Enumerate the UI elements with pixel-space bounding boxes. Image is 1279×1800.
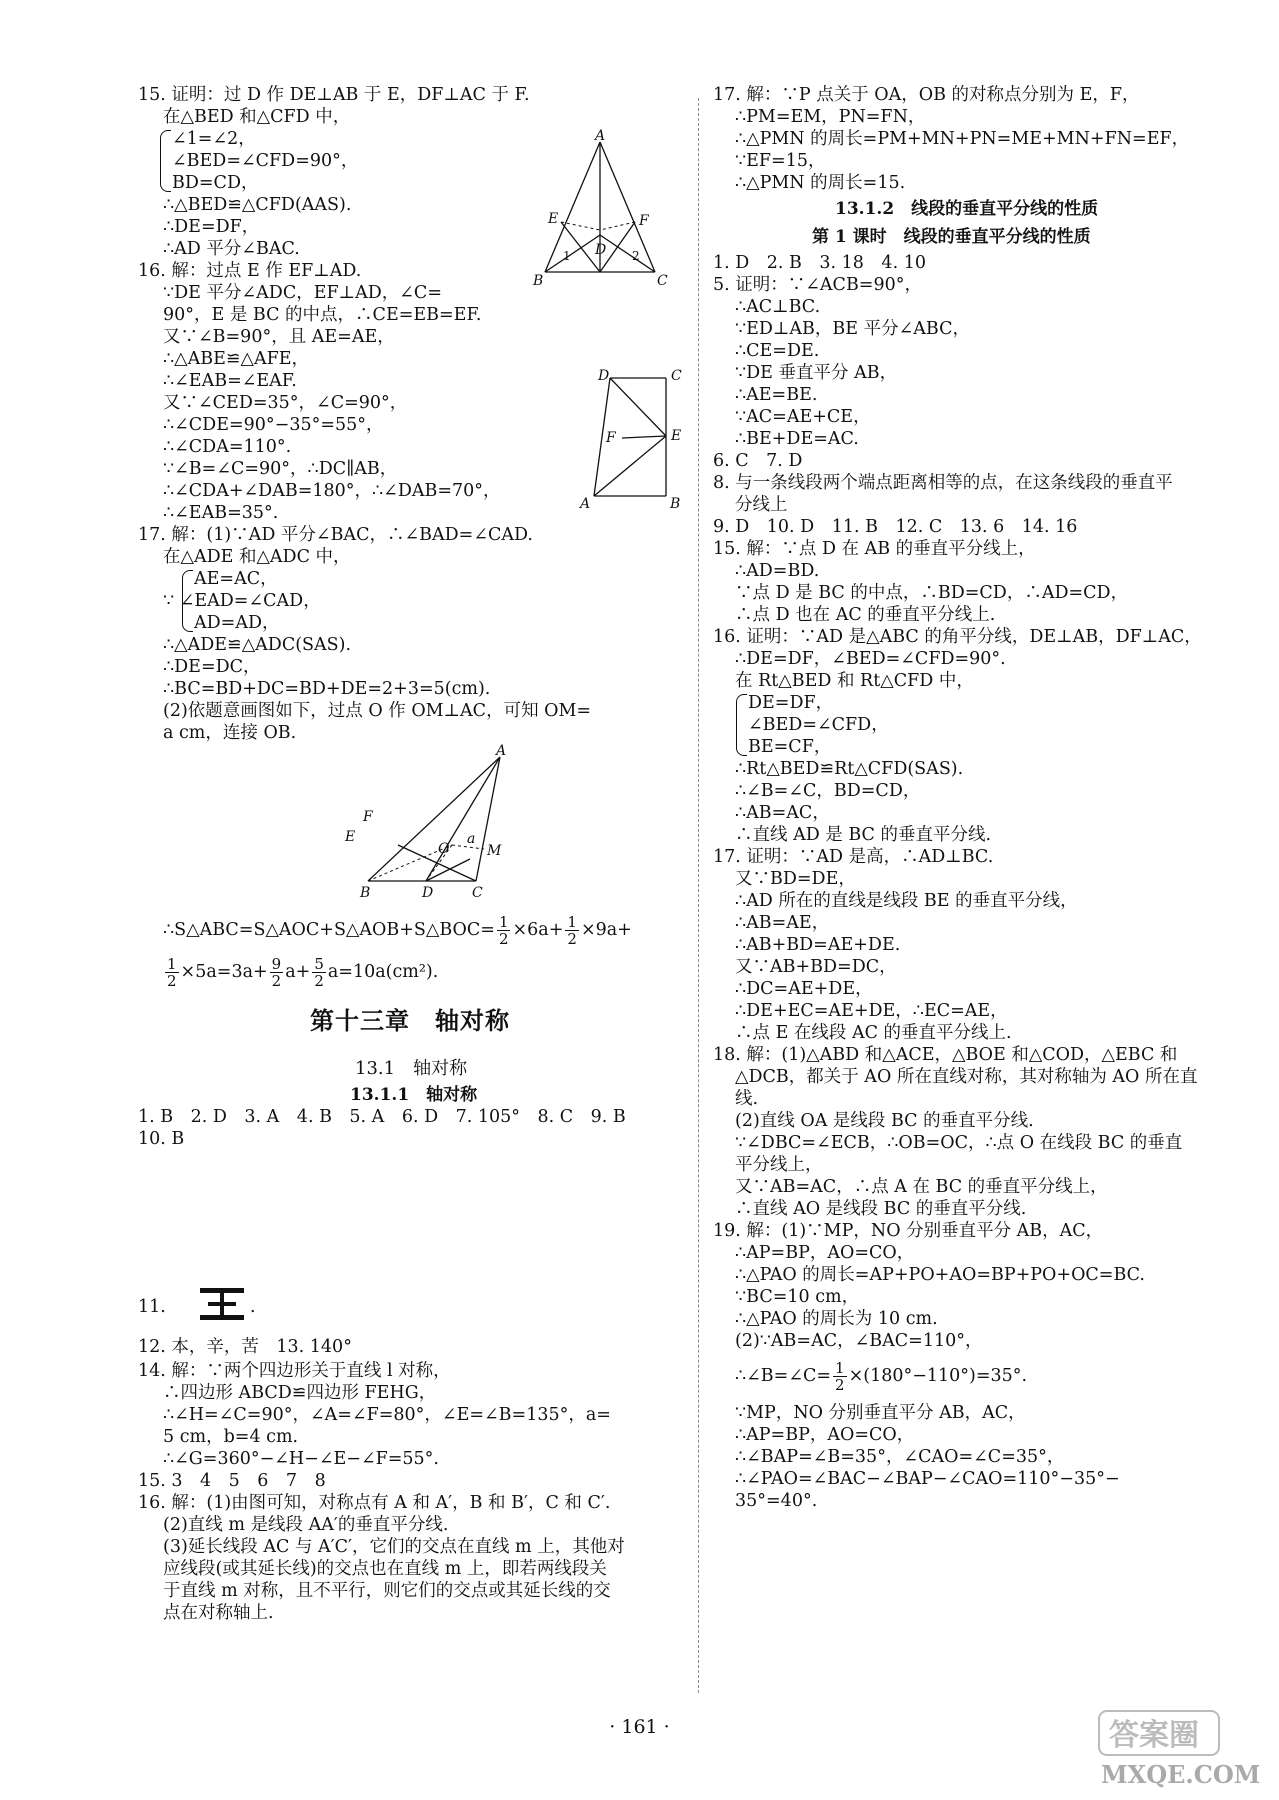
text-line: 又∵∠CED=35°，∠C=90°， [163, 393, 408, 413]
text-line: 应线段(或其延长线)的交点也在直线 m 上，即若两线段关 [163, 1559, 607, 1579]
fig1-label-f: F [639, 213, 649, 229]
text-line: 在 Rt△BED 和 Rt△CFD 中， [735, 671, 974, 691]
fig3-label-d: D [422, 885, 434, 901]
brace [736, 694, 747, 756]
brace [160, 130, 171, 192]
text-line: AE=AC， [194, 569, 278, 589]
page-number: · 161 · [609, 1716, 670, 1738]
watermark-logo [1095, 1705, 1275, 1795]
text-line: 5. 证明：∵∠ACB=90°， [713, 275, 922, 295]
text-line: ∵DE 垂直平分 AB， [735, 363, 898, 383]
text-line: ∴AD=BD. [735, 561, 820, 581]
fig3-label-o: O [438, 841, 450, 857]
area-formula-line-1: ∴S△ABC=S△AOC+S△AOB+S△BOC= $\frac{1}{2}$ ×6a+ $\frac{1}{2}$ ×9a+ [163, 913, 632, 948]
text-line: 8. 与一条线段两个端点距离相等的点，在这条线段的垂直平 [713, 473, 1173, 493]
fig3-label-c: C [472, 885, 483, 901]
text-line: a cm，连接 OB. [163, 723, 297, 743]
section-title: 13.1.2 线段的垂直平分线的性质 [835, 199, 1099, 219]
watermark-bottom-text: MXQE.COM [1101, 1760, 1261, 1789]
text-line: 5 cm，b=4 cm. [163, 1427, 299, 1447]
text-line: 17. 证明：∵AD 是高，∴AD⊥BC. [713, 847, 994, 867]
fig3-label-a: A [496, 743, 507, 759]
text-line: AD=AD， [194, 613, 280, 633]
fig3-label-a-small: a [467, 831, 476, 847]
watermark-top-text: 答案圈 [1109, 1718, 1199, 1753]
fig2-label-c: C [671, 368, 682, 384]
text-line: ∴△PAO 的周长为 10 cm. [735, 1309, 938, 1329]
text-line: ∴BC=BD+DC=BD+DE=2+3=5(cm). [163, 679, 491, 699]
text-line: 在△BED 和△CFD 中， [163, 107, 351, 127]
fig3-label-m: M [487, 843, 502, 859]
text-line: 在△ADE 和△ADC 中， [163, 547, 351, 567]
text-line: 点在对称轴上. [163, 1603, 274, 1623]
text-line: 线. [735, 1089, 759, 1109]
answer-11-label: 11. [138, 1297, 166, 1317]
text-line: ∵BC=10 cm， [735, 1287, 860, 1307]
text-line: 15. 解：∵点 D 在 AB 的垂直平分线上， [713, 539, 1036, 559]
text-line: ∵点 D 是 BC 的中点，∴BD=CD，∴AD=CD， [735, 583, 1129, 603]
subsection-title: 13.1.1 轴对称 [350, 1085, 478, 1105]
text-line: ∴直线 AD 是 BC 的垂直平分线. [735, 825, 992, 845]
text-line: ∴△BED≌△CFD(AAS). [163, 195, 352, 215]
text-line: ∴∠H=∠C=90°，∠A=∠F=80°，∠E=∠B=135°，a= [163, 1405, 611, 1425]
text-line: ∴CE=DE. [735, 341, 820, 361]
text-line: 18. 解：(1)△ABD 和△ACE，△BOE 和△COD，△EBC 和 [713, 1045, 1178, 1065]
text-line: ∴∠CDA+∠DAB=180°，∴∠DAB=70°， [163, 481, 501, 501]
text-line: △DCB，都关于 AO 所在直线对称，其对称轴为 AO 所在直 [735, 1067, 1198, 1087]
text-line: ∴BE+DE=AC. [735, 429, 859, 449]
text-line: ∴DC=AE+DE， [735, 979, 873, 999]
fig3-label-e: E [345, 829, 356, 845]
answers-line: 1. B 2. D 3. A 4. B 5. A 6. D 7. 105° 8. C 9. B [138, 1107, 626, 1127]
text-line: ∴∠PAO=∠BAC−∠BAP−∠CAO=110°−35°− [735, 1469, 1120, 1489]
text-line: ∴∠BAP=∠B=35°，∠CAO=∠C=35°， [735, 1447, 1065, 1467]
text-line: ∴△PAO 的周长=AP+PO+AO=BP+PO+OC=BC. [735, 1265, 1145, 1285]
fig2-label-e: E [671, 428, 682, 444]
fig2-label-b: B [670, 496, 681, 512]
text-line: ∴∠CDE=90°−35°=55°， [163, 415, 384, 435]
text-line: 分线上 [735, 495, 788, 515]
text-line: ∴PM=EM，PN=FN， [735, 107, 926, 127]
text-line: BE=CF， [748, 737, 832, 757]
fig1-label-e: E [548, 211, 559, 227]
text-line: ∴∠CDA=110°. [163, 437, 292, 457]
section-title: 13.1 轴对称 [355, 1058, 468, 1079]
text-line: ∴AC⊥BC. [735, 297, 821, 317]
text-line: ∵AC=AE+CE， [735, 407, 871, 427]
text-line: ∴AB+BD=AE+DE. [735, 935, 901, 955]
text-line: 又∵AB=AC，∴点 A 在 BC 的垂直平分线上， [735, 1177, 1108, 1197]
text-line: (2)∵AB=AC，∠BAC=110°， [735, 1331, 983, 1351]
text-line: 平分线上， [735, 1155, 823, 1175]
text-line: ∴△PMN 的周长=15. [735, 173, 906, 193]
text-line: 9. D 10. D 11. B 12. C 13. 6 14. 16 [713, 517, 1078, 537]
text-line: ∴∠EAB=∠EAF. [163, 371, 297, 391]
text-line: (2)直线 OA 是线段 BC 的垂直平分线. [735, 1111, 1034, 1131]
text-line: 17. 解：∵P 点关于 OA，OB 的对称点分别为 E，F， [713, 85, 1140, 105]
text-line: ∴△ABE≌△AFE， [163, 349, 310, 369]
text-line: ∴DE=DF，∠BED=∠CFD=90°. [735, 649, 1006, 669]
text-line: ∵EF=15， [735, 151, 826, 171]
text-line: ∵∠DBC=∠ECB，∴OB=OC，∴点 O 在线段 BC 的垂直 [735, 1133, 1183, 1153]
fig3-label-f: F [363, 809, 373, 825]
text-line: ∴AP=BP，AO=CO， [735, 1425, 915, 1445]
text-line: ∴直线 AO 是线段 BC 的垂直平分线. [735, 1199, 1027, 1219]
text-line: 14. 解：∵两个四边形关于直线 l 对称， [138, 1361, 451, 1381]
fig2-label-a: A [580, 496, 591, 512]
text-line: ∴AD 所在的直线是线段 BE 的垂直平分线， [735, 891, 1078, 911]
text-line: ∵DE 平分∠ADC，EF⊥AD，∠C= [163, 283, 442, 303]
fig2-label-d: D [598, 368, 610, 384]
answers-line: 12. 本，辛，苦 13. 140° [138, 1337, 352, 1357]
text-line: ∴AB=AE， [735, 913, 830, 933]
text-line: ∴AP=BP，AO=CO， [735, 1243, 915, 1263]
text-line: 90°，E 是 BC 的中点，∴CE=EB=EF. [163, 305, 482, 325]
text-line: 16. 证明：∵AD 是△ABC 的角平分线，DE⊥AB，DF⊥AC， [713, 627, 1202, 647]
text-line: ∴点 D 也在 AC 的垂直平分线上. [735, 605, 996, 625]
text-line: 15. 3 4 5 6 7 8 [138, 1471, 326, 1491]
text-line: 6. C 7. D [713, 451, 803, 471]
chapter-title: 第十三章 轴对称 [310, 1006, 510, 1035]
figure-triangle-bed-cfd [525, 130, 675, 290]
text-line: ∠BED=∠CFD=90°， [172, 151, 359, 171]
text-line: DE=DF， [748, 693, 834, 713]
text-line: ∴四边形 ABCD≌四边形 FEHG， [163, 1383, 437, 1403]
text-line: ∴DE=DF， [163, 217, 260, 237]
text-line: 于直线 m 对称，且不平行，则它们的交点或其延长线的交 [163, 1581, 611, 1601]
text-line: ∠BED=∠CFD， [748, 715, 889, 735]
answer-11-tail: . [250, 1297, 256, 1317]
fig1-label-2: 2 [632, 249, 640, 263]
text-line: 17. 解：(1)∵AD 平分∠BAC，∴∠BAD=∠CAD. [138, 525, 533, 545]
fig1-label-d: D [595, 242, 607, 258]
fig1-label-b: B [533, 273, 544, 289]
fig2-label-f: F [606, 430, 616, 446]
column-divider [698, 98, 699, 1693]
fig1-label-1: 1 [563, 249, 571, 263]
text-line: ∴DE+EC=AE+DE，∴EC=AE， [735, 1001, 1008, 1021]
text-line: ∵MP，NO 分别垂直平分 AB，AC， [735, 1403, 1026, 1423]
text-line: ∴DE=DC， [163, 657, 261, 677]
text-line: 19. 解：(1)∵MP，NO 分别垂直平分 AB，AC， [713, 1221, 1104, 1241]
fig3-label-b: B [360, 885, 371, 901]
text-line: ∴点 E 在线段 AC 的垂直平分线上. [735, 1023, 1012, 1043]
text-line: ∴△ADE≌△ADC(SAS). [163, 635, 352, 655]
figure-trapezoid-abcd [578, 368, 688, 513]
mirrored-e-glyph [198, 1284, 246, 1324]
text-line: ∴AD 平分∠BAC. [163, 239, 300, 259]
text-line: ∴Rt△BED≌Rt△CFD(SAS). [735, 759, 964, 779]
fig1-label-a: A [595, 128, 606, 144]
text-line: 15. 证明：过 D 作 DE⊥AB 于 E，DF⊥AC 于 F. [138, 85, 530, 105]
text-line: ∵ ∠EAD=∠CAD， [163, 591, 321, 611]
text-line: ∵∠B=∠C=90°，∴DC∥AB， [163, 459, 398, 479]
text-line: ∴△PMN 的周长=PM+MN+PN=ME+MN+FN=EF， [735, 129, 1190, 149]
text-line: ∴∠G=360°−∠H−∠E−∠F=55°. [163, 1449, 439, 1469]
text-line: 又∵BD=DE， [735, 869, 856, 889]
figure-triangle-abc-om [345, 743, 520, 905]
text-line: ∴AE=BE. [735, 385, 818, 405]
formula-angle-b: ∴∠B=∠C= $\frac{1}{2}$ ×(180°−110°)=35°. [735, 1359, 1028, 1394]
text-line: ∴AB=AC， [735, 803, 830, 823]
text-line: ∴∠EAB=35°. [163, 503, 279, 523]
text-line: 35°=40°. [735, 1491, 818, 1511]
text-line: ∴∠B=∠C，BD=CD， [735, 781, 921, 801]
text-line: (2)依题意画图如下，过点 O 作 OM⊥AC，可知 OM= [163, 701, 592, 721]
answers-line: 10. B [138, 1129, 185, 1149]
area-formula-line-2: $\frac{1}{2}$ ×5a=3a+ $\frac{9}{2}$ a+ $\frac{5}{2}$ a=10a(cm²). [167, 955, 439, 990]
text-line: 16. 解：过点 E 作 EF⊥AD. [138, 261, 362, 281]
text-line: 1. D 2. B 3. 18 4. 10 [713, 253, 926, 273]
fig1-label-c: C [657, 273, 668, 289]
text-line: 又∵∠B=90°，且 AE=AE， [163, 327, 395, 347]
text-line: 又∵AB+BD=DC， [735, 957, 897, 977]
text-line: (2)直线 m 是线段 AA′的垂直平分线. [163, 1515, 449, 1535]
text-line: (3)延长线段 AC 与 A′C′，它们的交点在直线 m 上，其他对 [163, 1537, 625, 1557]
lesson-title: 第 1 课时 线段的垂直平分线的性质 [812, 227, 1091, 247]
text-line: BD=CD， [172, 173, 259, 193]
text-line: ∵ED⊥AB，BE 平分∠ABC， [735, 319, 970, 339]
text-line: ∠1=∠2， [172, 129, 256, 149]
text-line: 16. 解：(1)由图可知，对称点有 A 和 A′，B 和 B′，C 和 C′. [138, 1493, 611, 1513]
